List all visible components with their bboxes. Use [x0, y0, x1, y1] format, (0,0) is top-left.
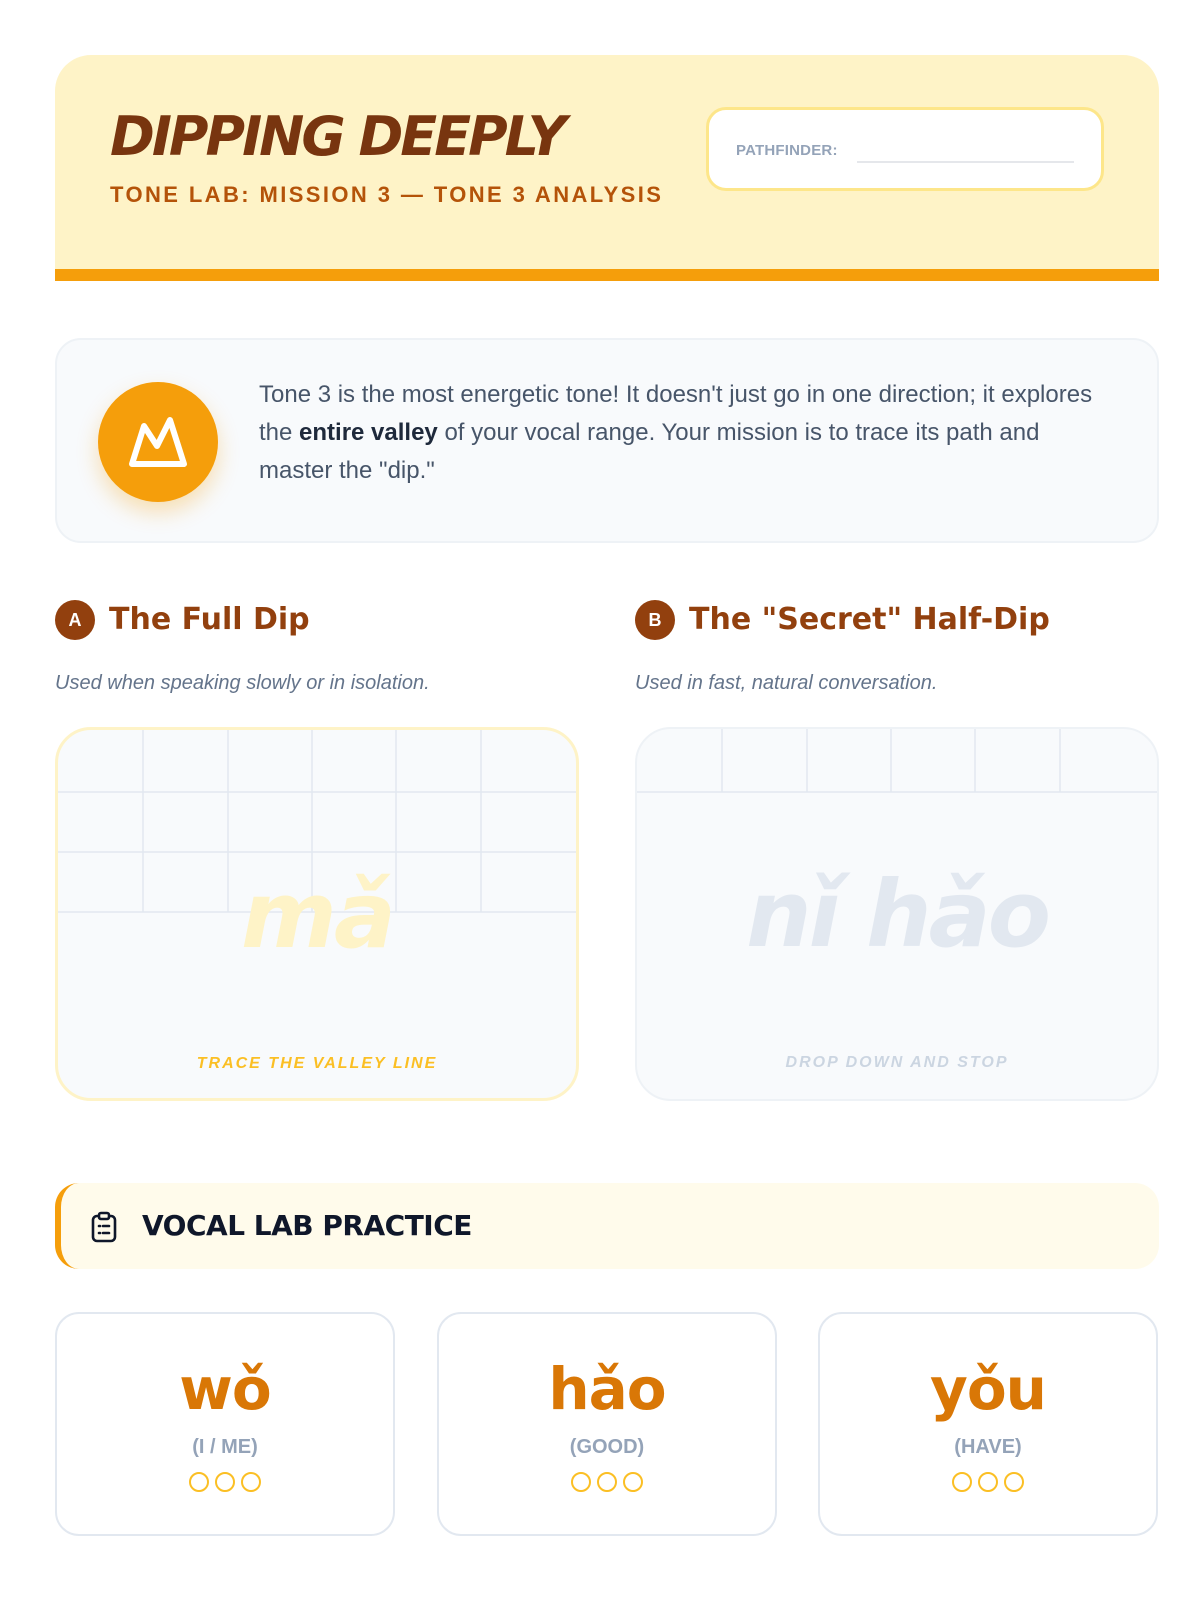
practice-word-card	[437, 1312, 777, 1536]
word-pinyin: wǒ	[179, 1355, 271, 1423]
word-meaning: (HAVE)	[954, 1436, 1022, 1458]
trace-word-ni-hao: nǐ hǎo	[746, 861, 1048, 968]
intro-text-end: of your vocal range. Your mission is to trace its path and master the "dip."	[259, 419, 1040, 484]
pathfinder-name-field[interactable]	[706, 107, 1104, 191]
practice-checkboxes	[820, 1472, 1156, 1492]
intro-text	[259, 376, 1109, 490]
trace-word-ma: mǎ	[241, 862, 393, 969]
trace-hint-a: TRACE THE VALLEY LINE	[196, 1055, 438, 1072]
section-a-letter-badge: A	[55, 600, 95, 640]
word-meaning: (GOOD)	[569, 1436, 645, 1458]
word-meaning: (I / ME)	[192, 1436, 258, 1458]
trace-hint-b: DROP DOWN AND STOP	[785, 1054, 1009, 1071]
tracing-grid	[637, 729, 1159, 799]
section-b-letter-badge: B	[635, 600, 675, 640]
intro-badge	[98, 382, 218, 502]
practice-checkboxes	[57, 1472, 393, 1492]
practice-check-circle[interactable]	[952, 1472, 972, 1492]
practice-word-card	[55, 1312, 395, 1536]
practice-check-circle[interactable]	[189, 1472, 209, 1492]
practice-check-circle[interactable]	[1004, 1472, 1024, 1492]
half-dip-tracing-area[interactable]	[635, 727, 1159, 1101]
practice-check-circle[interactable]	[978, 1472, 998, 1492]
pathfinder-label: PATHFINDER:	[736, 142, 838, 159]
vocal-lab-practice-banner	[55, 1183, 1159, 1269]
section-b-description: Used in fast, natural conversation.	[635, 672, 938, 694]
practice-check-circle[interactable]	[241, 1472, 261, 1492]
intro-text-emphasis: entire valley	[299, 419, 438, 446]
clipboard-list-icon	[89, 1211, 119, 1243]
pathfinder-input-line[interactable]	[857, 161, 1074, 163]
page-title: DIPPING DEEPLY	[110, 105, 564, 168]
practice-word-card	[818, 1312, 1158, 1536]
page-subtitle: TONE LAB: MISSION 3 — TONE 3 ANALYSIS	[110, 182, 664, 207]
intro-text-start: Tone 3 is the most energetic tone! It doesn't just go in one direction; it explores the	[259, 381, 1093, 446]
practice-check-circle[interactable]	[571, 1472, 591, 1492]
practice-checkboxes	[439, 1472, 775, 1492]
practice-title: VOCAL LAB PRACTICE	[142, 1209, 472, 1242]
section-a-title: The Full Dip	[109, 602, 310, 637]
practice-check-circle[interactable]	[623, 1472, 643, 1492]
mountain-valley-icon	[126, 412, 190, 472]
word-pinyin: yǒu	[930, 1355, 1046, 1423]
intro-box	[55, 338, 1159, 543]
practice-check-circle[interactable]	[597, 1472, 617, 1492]
section-b-title: The "Secret" Half-Dip	[689, 602, 1050, 637]
word-pinyin: hǎo	[548, 1355, 666, 1423]
full-dip-tracing-area[interactable]	[55, 727, 579, 1101]
section-a-description: Used when speaking slowly or in isolation.	[55, 672, 430, 694]
header-banner	[55, 55, 1159, 281]
practice-check-circle[interactable]	[215, 1472, 235, 1492]
